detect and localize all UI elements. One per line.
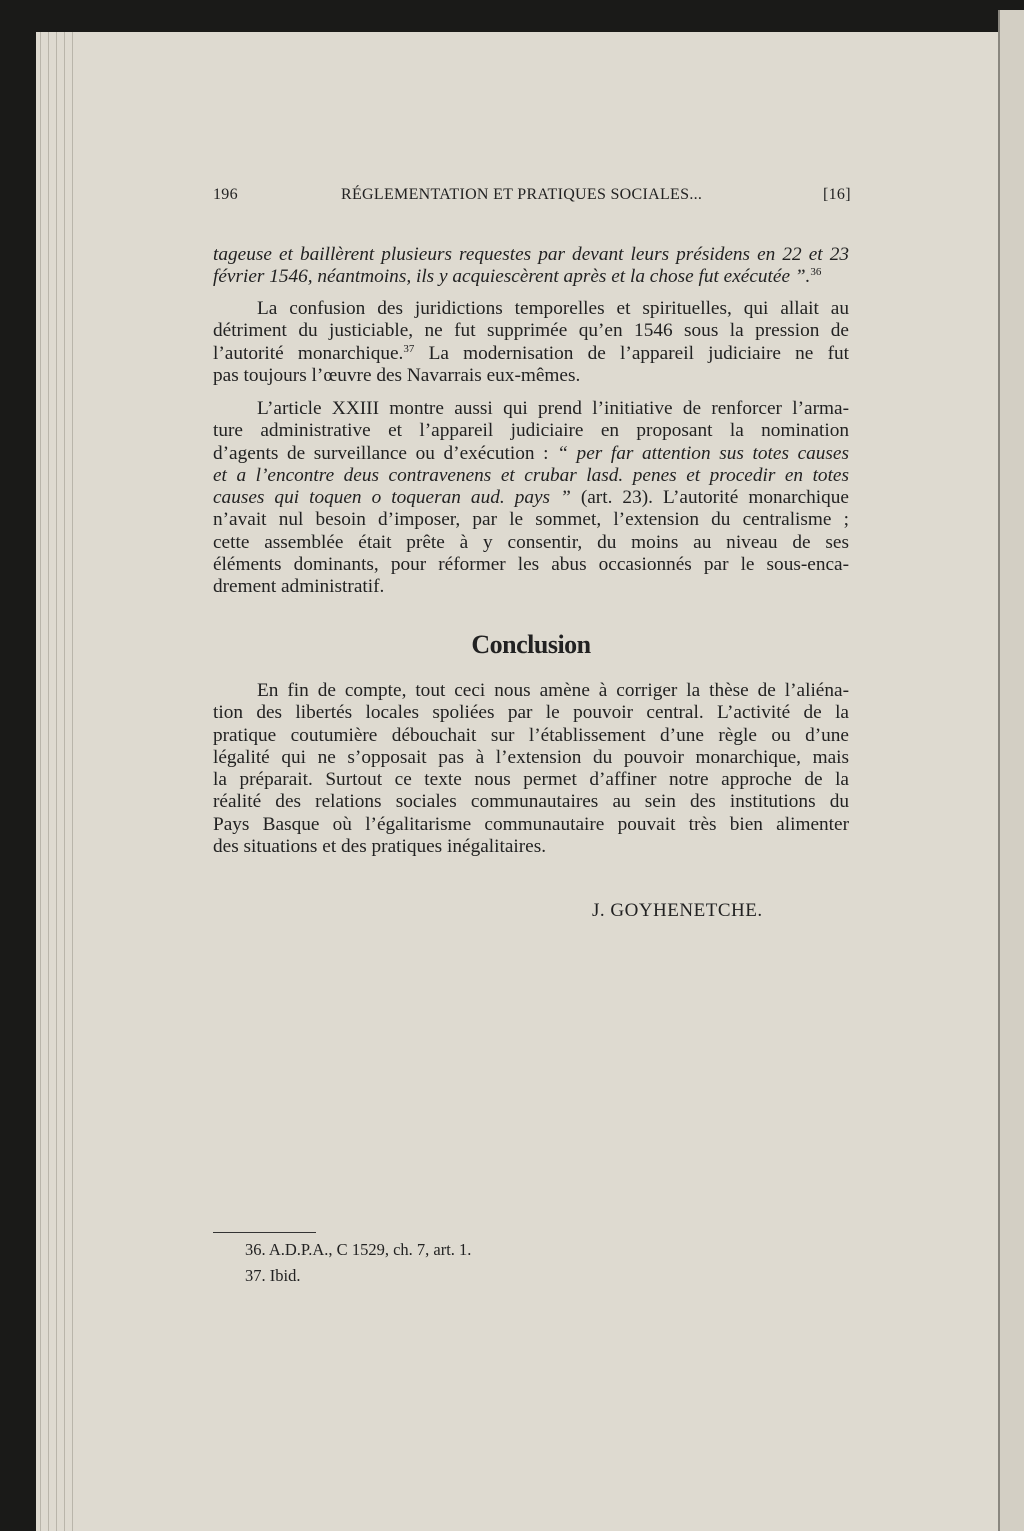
page-stack-edge — [72, 32, 73, 1531]
text-line — [213, 420, 849, 442]
text-line — [213, 398, 849, 420]
text-line — [213, 747, 849, 769]
section-heading: Conclusion — [471, 630, 591, 659]
text-segment: d’agents de surveillance ou d’exécution : — [213, 442, 558, 464]
text-segment: l’autorité monarchique. — [213, 342, 404, 364]
text-line — [213, 814, 849, 836]
page-stack-edge — [40, 32, 41, 1531]
page-number: 196 — [213, 186, 238, 203]
text-segment: et a l’encontre deus contravenens et crubar lasd. penes et procedir en totes — [213, 464, 849, 486]
page-stack-edge — [56, 32, 57, 1531]
paragraph — [213, 398, 849, 599]
author-signature: J. GOYHENETCHE. — [592, 900, 763, 921]
text-segment: la préparait. Surtout ce texte nous permet d’affiner notre approche de la — [213, 769, 849, 791]
text-line — [213, 487, 849, 509]
section-number: [16] — [823, 186, 851, 203]
text-segment: des situations et des pratiques inégalitaires. — [213, 836, 547, 858]
text-line — [213, 532, 849, 554]
text-segment: réalité des relations sociales communautaires au sein des institutions du — [213, 791, 849, 813]
text-line — [213, 320, 849, 342]
text-segment: “ per far attention sus totes causes — [557, 442, 849, 464]
text-line — [213, 365, 849, 387]
footnote: 36. A.D.P.A., C 1529, ch. 7, art. 1. — [245, 1240, 472, 1259]
text-segment: La confusion des juridictions temporelles et spirituelles, qui allait au — [257, 298, 849, 319]
adjacent-page-edge — [998, 10, 1024, 1531]
text-line — [213, 769, 849, 791]
text-segment: L’article XXIII montre aussi qui prend l’initiative de renforcer l’arma- — [257, 398, 849, 419]
text-segment: pratique coutumière débouchait sur l’établissement d’une règle ou d’une — [213, 724, 849, 746]
text-line — [213, 266, 849, 288]
text-line — [213, 680, 849, 702]
text-segment: En fin de compte, tout ceci nous amène à corriger la thèse de l’aliéna- — [257, 680, 849, 701]
text-segment: février 1546, néantmoins, ils y acquiescèrent après et la chose fut exécutée ”. — [213, 266, 811, 288]
footnote-rule — [213, 1232, 316, 1233]
text-line — [213, 465, 849, 487]
text-segment: drement administratif. — [213, 576, 385, 598]
text-segment: éléments dominants, pour réformer les abus occasionnés par le sous-enca- — [213, 554, 849, 576]
paragraph — [213, 298, 849, 387]
conclusion-paragraph — [213, 680, 849, 858]
footnote: 37. Ibid. — [245, 1266, 301, 1285]
quote-continuation — [213, 244, 849, 289]
text-line — [213, 443, 849, 465]
text-segment: légalité qui ne s’opposait pas à l’extension du pouvoir monarchique, mais — [213, 746, 849, 768]
text-segment: La modernisation de l’appareil judiciaire ne fut — [414, 342, 849, 364]
text-line — [213, 836, 849, 858]
text-line — [213, 791, 849, 813]
running-title: RÉGLEMENTATION ET PRATIQUES SOCIALES... — [341, 186, 703, 203]
text-segment: détriment du justiciable, ne fut supprimée qu’en 1546 sous la pression de — [213, 320, 849, 342]
text-line — [213, 554, 849, 576]
text-segment: n’avait nul besoin d’imposer, par le sommet, l’extension du centralisme ; — [213, 509, 849, 531]
text-line — [213, 244, 849, 266]
text-segment: ture administrative et l’appareil judiciaire en proposant la nomination — [213, 420, 849, 442]
text-segment: tion des libertés locales spoliées par le pouvoir central. L’activité de la — [213, 702, 849, 724]
text-line — [213, 725, 849, 747]
footnote-ref: 37 — [403, 342, 415, 355]
text-segment: pas toujours l’œuvre des Navarrais eux-mêmes. — [213, 364, 581, 386]
page-stack-edge — [48, 32, 49, 1531]
text-segment: Pays Basque où l’égalitarisme communautaire pouvait très bien alimenter — [213, 813, 849, 835]
text-line — [213, 298, 849, 320]
text-line — [213, 343, 849, 365]
text-segment: cette assemblée était prête à y consentir, du moins au niveau de ses — [213, 531, 849, 553]
text-segment: tageuse et baillèrent plusieurs requestes par devant leurs présidens en 22 et 23 — [213, 244, 849, 265]
footnote-ref: 36 — [810, 266, 822, 279]
page-stack-edge — [64, 32, 65, 1531]
text-line — [213, 702, 849, 724]
text-segment: (art. 23). L’autorité monarchique — [570, 487, 849, 509]
text-line — [213, 576, 849, 598]
text-segment: causes qui toquen o toqueran aud. pays ” — [213, 487, 571, 509]
text-line — [213, 509, 849, 531]
